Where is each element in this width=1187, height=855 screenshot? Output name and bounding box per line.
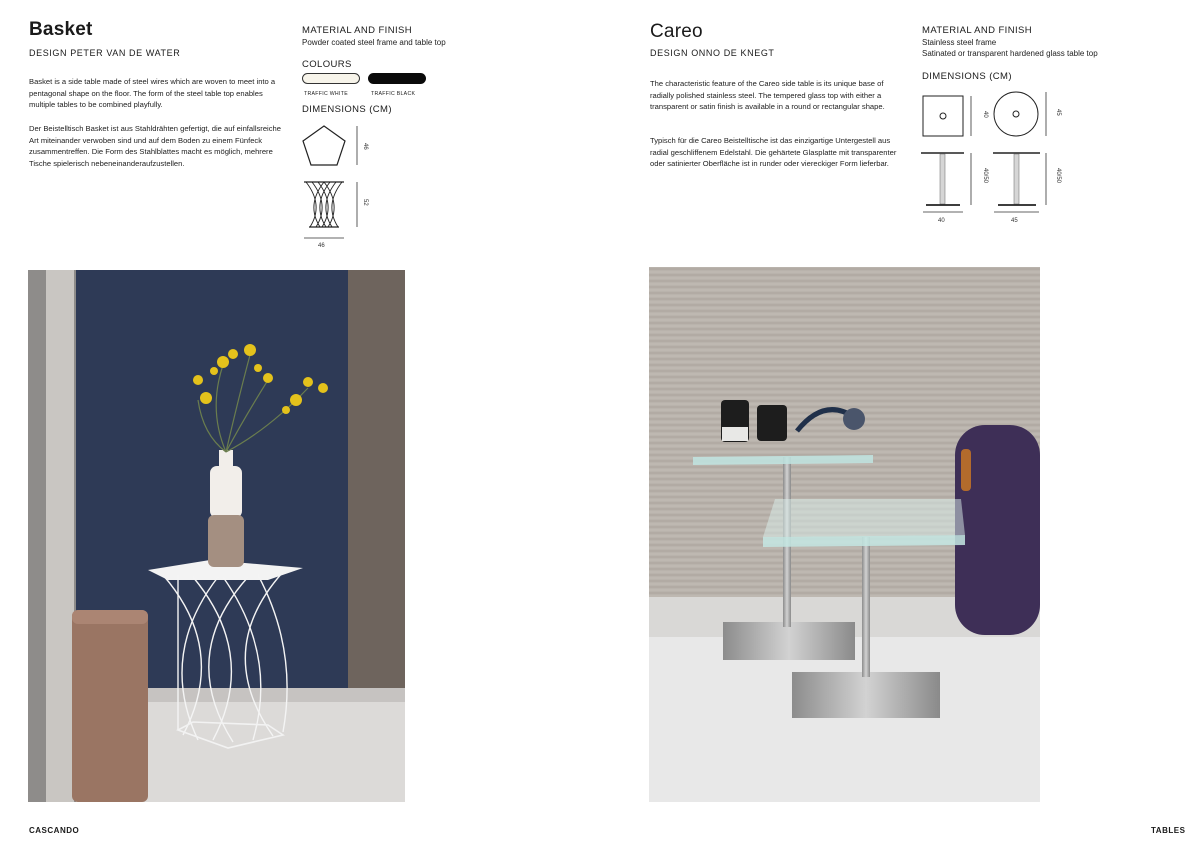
careo-title: Careo	[650, 21, 703, 42]
careo-dimensions-heading: DIMENSIONS (CM)	[922, 71, 1012, 82]
basket-colours-heading: COLOURS	[302, 59, 352, 70]
basket-material-text: Powder coated steel frame and table top	[302, 38, 446, 47]
colour-swatch-white	[302, 73, 360, 84]
basket-photo	[28, 270, 405, 802]
basket-material-heading: MATERIAL AND FINISH	[302, 25, 413, 36]
careo-designer: DESIGN ONNO DE KNEGT	[650, 48, 775, 58]
colour-name-black: TRAFFIC BLACK	[371, 91, 416, 97]
careo-dimension-drawing	[918, 90, 1068, 222]
careo-dim-width-2: 45	[1011, 218, 1018, 224]
basket-dim-width: 46	[318, 243, 325, 249]
footer-brand: CASCANDO	[29, 826, 80, 835]
basket-dimension-drawing	[300, 120, 380, 255]
basket-dim-top: 46	[362, 143, 368, 150]
careo-description-en: The characteristic feature of the Careo side table is its unique base of radially polished stainless steel. The tempered glass top with either a transparent or satin finish is available in a round or rectangular shape.	[650, 79, 885, 112]
careo-dim-width-1: 40	[938, 218, 945, 224]
careo-material-line-2: Satinated or transparent hardened glass table top	[922, 49, 1098, 58]
basket-description-en: Basket is a side table made of steel wires which are woven to meet into a pentagonal shape on the floor. The form of the steel table top enables multiple tables to be combined playfully.	[29, 77, 276, 110]
colour-swatch-black	[368, 73, 426, 84]
careo-description-de: Typisch für die Careo Beistelltische ist das einzigartige Untergestell aus radial geschliffenem Edelstahl. Die gehärtete Glasplatte mit transparenter oder satinierter Oberfläche ist in runder oder viereckiger Form lieferbar.	[650, 136, 897, 169]
basket-designer: DESIGN PETER VAN DE WATER	[29, 48, 181, 58]
footer-section: TABLES	[1151, 826, 1186, 835]
basket-description-de: Der Beistelltisch Basket ist aus Stahldrähten gefertigt, die auf einfallsreiche Art miteinander verwoben sind und auf dem Boden zu einem Fünfeck zusammentreffen. Die Form des Stahlblattes macht es möglich, mehrere Tische spielerisch nebeneinanderaufzustellen.	[29, 124, 281, 168]
careo-photo	[649, 267, 1040, 802]
careo-dim-square-side: 40	[982, 111, 988, 118]
careo-material-line-1: Stainless steel frame	[922, 38, 997, 47]
basket-dimensions-heading: DIMENSIONS (CM)	[302, 104, 392, 115]
careo-dim-height-2: 40/50	[1055, 168, 1061, 184]
careo-material-heading: MATERIAL AND FINISH	[922, 25, 1033, 36]
careo-dim-height-1: 40/50	[982, 168, 988, 184]
basket-dim-height: 52	[362, 199, 368, 206]
careo-dim-round-diam: 45	[1055, 109, 1061, 116]
colour-name-white: TRAFFIC WHITE	[304, 91, 348, 97]
basket-title: Basket	[29, 19, 93, 40]
